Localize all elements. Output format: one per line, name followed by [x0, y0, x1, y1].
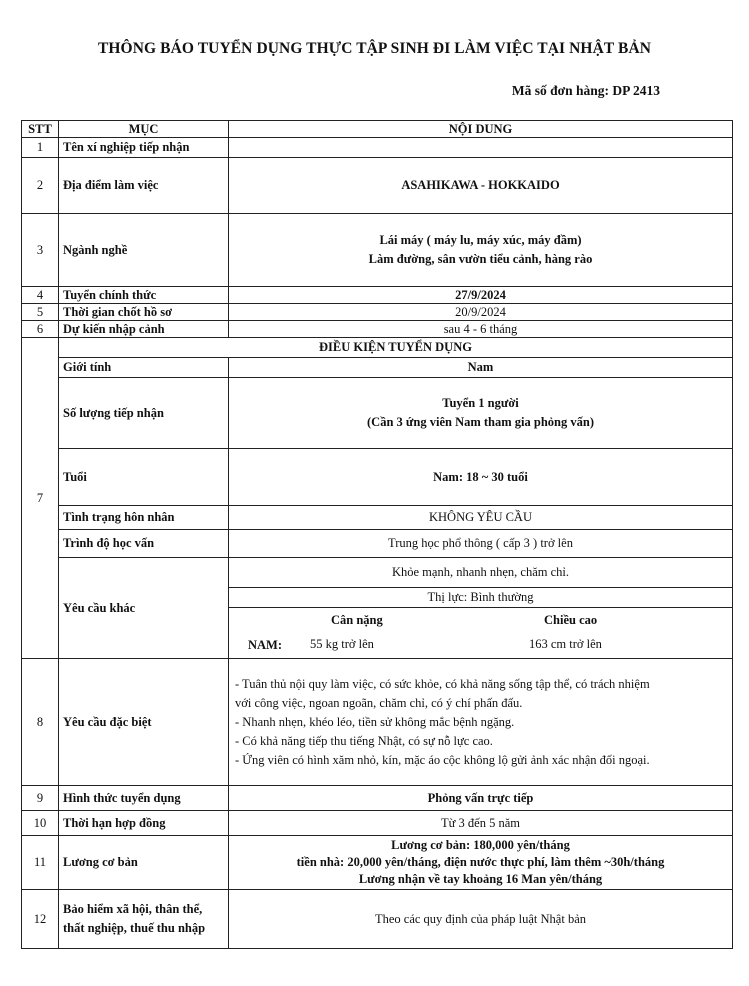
row-number: 8 — [22, 659, 59, 786]
weight-value: 55 kg trở lên — [310, 637, 374, 651]
table-row — [22, 338, 733, 358]
row-value: Nam: 18 ~ 30 tuổi — [229, 449, 733, 506]
row-label: Yêu cầu đặc biệt — [59, 659, 229, 786]
requirement-line: với công việc, ngoan ngoãn, chăm chỉ, có ý chí phấn đấu. — [235, 695, 523, 710]
body-measurements — [229, 608, 732, 658]
table-row — [22, 321, 733, 338]
row-value — [229, 214, 733, 287]
table-row — [22, 836, 733, 890]
salary-line: tiền nhà: 20,000 yên/tháng, điện nước thực phí, làm thêm ~30h/tháng — [296, 855, 665, 869]
row-number: 7 — [22, 338, 59, 659]
table-row — [22, 558, 733, 659]
row-label: Trình độ học vấn — [59, 530, 229, 558]
row-number: 9 — [22, 786, 59, 811]
row-number: 4 — [22, 287, 59, 304]
row-label: Yêu cầu khác — [59, 558, 229, 659]
header-muc: MỤC — [59, 121, 229, 138]
gender-label: NAM: — [248, 638, 283, 652]
requirement-line: - Ứng viên có hình xăm nhỏ, kín, mặc áo cộc không lộ gửi ảnh xác nhận đối ngoại. — [235, 752, 650, 767]
vision-requirement: Thị lực: Bình thường — [229, 588, 732, 608]
table-row — [22, 214, 733, 287]
row-value: 20/9/2024 — [229, 304, 733, 321]
row-label: Dự kiến nhập cảnh — [59, 321, 229, 338]
document-title: THÔNG BÁO TUYỂN DỤNG THỰC TẬP SINH ĐI LÀM VIỆC TẠI NHẬT BẢN — [97, 40, 652, 57]
table-row — [22, 378, 733, 449]
requirement-line: - Có khả năng tiếp thu tiếng Nhật, có sự nỗ lực cao. — [235, 733, 493, 748]
row-value: 27/9/2024 — [229, 287, 733, 304]
header-stt: STT — [22, 121, 59, 138]
row-value — [229, 138, 733, 158]
row-number: 6 — [22, 321, 59, 338]
row-value: Theo các quy định của pháp luật Nhật bản — [229, 890, 733, 949]
row-label: Giới tính — [59, 358, 229, 378]
row-value: Từ 3 đến 5 năm — [229, 811, 733, 836]
row-label: Thời hạn hợp đồng — [59, 811, 229, 836]
row-label: Hình thức tuyển dụng — [59, 786, 229, 811]
table-row — [22, 158, 733, 214]
height-value: 163 cm trở lên — [529, 637, 602, 651]
table-row — [22, 890, 733, 949]
salary-line: Lương nhận về tay khoảng 16 Man yên/tháng — [358, 872, 603, 886]
row-value-line: Làm đường, sân vườn tiểu cảnh, hàng rào — [368, 252, 593, 266]
row-number: 2 — [22, 158, 59, 214]
row-label: Địa điểm làm việc — [59, 158, 229, 214]
table-row — [22, 530, 733, 558]
special-requirements — [229, 659, 733, 786]
other-requirements — [229, 558, 733, 659]
row-value-line: (Cần 3 ứng viên Nam tham gia phỏng vấn) — [367, 415, 594, 429]
table-header-row — [22, 121, 733, 138]
table-row — [22, 811, 733, 836]
row-label: Thời gian chốt hồ sơ — [59, 304, 229, 321]
row-value: KHÔNG YÊU CẦU — [229, 506, 733, 530]
row-label: Tình trạng hôn nhân — [59, 506, 229, 530]
row-value-line: Lái máy ( máy lu, máy xúc, máy đầm) — [379, 233, 582, 247]
table-row — [22, 358, 733, 378]
row-number: 10 — [22, 811, 59, 836]
row-number: 5 — [22, 304, 59, 321]
row-label: Tên xí nghiệp tiếp nhận — [59, 138, 229, 158]
row-label: Tuyển chính thức — [59, 287, 229, 304]
table-row — [22, 786, 733, 811]
height-header: Chiều cao — [544, 613, 598, 627]
row-value: Phỏng vấn trực tiếp — [229, 786, 733, 811]
health-requirement: Khỏe mạnh, nhanh nhẹn, chăm chỉ. — [229, 558, 732, 588]
row-value: ASAHIKAWA - HOKKAIDO — [229, 158, 733, 214]
salary-line: Lương cơ bản: 180,000 yên/tháng — [391, 838, 570, 852]
row-value — [229, 378, 733, 449]
table-row — [22, 659, 733, 786]
salary-details — [229, 836, 733, 890]
row-number: 11 — [22, 836, 59, 890]
row-value-line: Tuyển 1 người — [442, 396, 519, 410]
row-label — [59, 890, 229, 949]
row-label: Số lượng tiếp nhận — [59, 378, 229, 449]
row-label-line: Bảo hiểm xã hội, thân thể, — [63, 902, 203, 916]
row-value: Nam — [229, 358, 733, 378]
requirement-line: - Tuân thủ nội quy làm việc, có sức khỏe, có khả năng sống tập thể, có trách nhiệm — [235, 676, 650, 691]
table-row — [22, 449, 733, 506]
row-number: 1 — [22, 138, 59, 158]
table-row — [22, 287, 733, 304]
row-number: 12 — [22, 890, 59, 949]
row-label: Tuổi — [59, 449, 229, 506]
row-number: 3 — [22, 214, 59, 287]
recruitment-table — [21, 120, 733, 949]
row-label: Ngành nghề — [59, 214, 229, 287]
weight-header: Cân nặng — [331, 613, 383, 627]
requirement-line: - Nhanh nhẹn, khéo léo, tiền sử không mắc bệnh ngặng. — [235, 714, 515, 729]
header-noi-dung: NỘI DUNG — [229, 121, 733, 138]
row-value: Trung học phổ thông ( cấp 3 ) trở lên — [229, 530, 733, 558]
row-label: Lương cơ bản — [59, 836, 229, 890]
table-row — [22, 138, 733, 158]
row-value: sau 4 - 6 tháng — [229, 321, 733, 338]
row-label-line: thất nghiệp, thuế thu nhập — [63, 921, 206, 935]
table-row — [22, 304, 733, 321]
table-row — [22, 506, 733, 530]
section-title: ĐIỀU KIỆN TUYỂN DỤNG — [59, 338, 733, 358]
order-code: Mã số đơn hàng: DP 2413 — [511, 83, 660, 98]
